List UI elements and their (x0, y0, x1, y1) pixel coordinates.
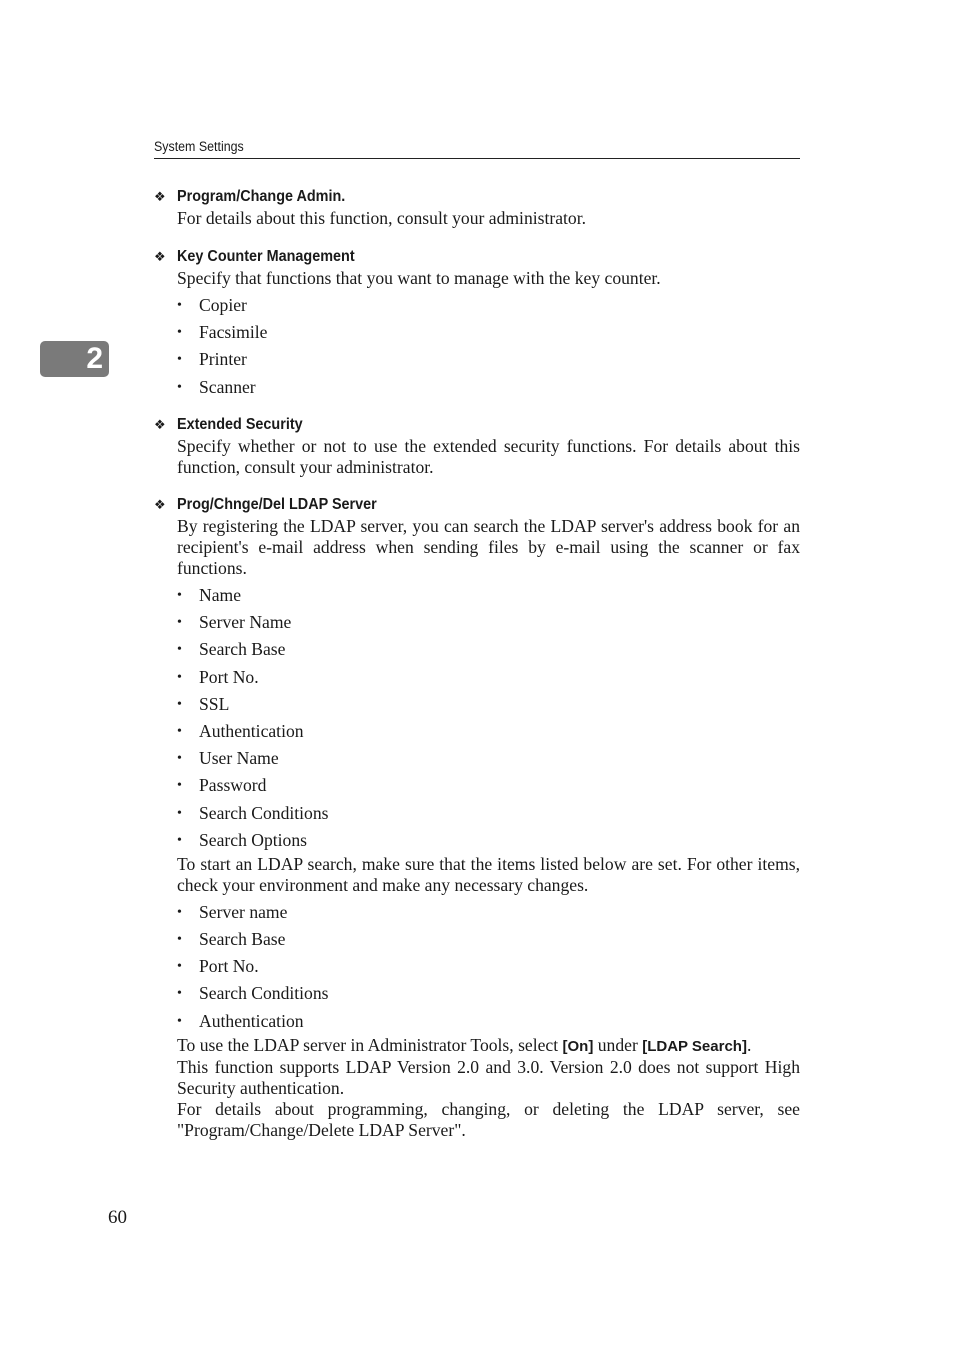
list-item: • Name (177, 582, 800, 609)
bullet-icon: • (177, 352, 182, 368)
section-body (177, 436, 800, 478)
list-item: • Authentication (177, 718, 800, 745)
list-item: • Facsimile (177, 319, 800, 346)
bullet-icon: • (177, 932, 182, 948)
paragraph: For details about programming, changing, or deleting the LDAP server, see "Program/Change/Delete LDAP Server". (177, 1098, 800, 1140)
key-label-on: [On] (562, 1037, 594, 1055)
diamond-bullet-icon: ❖ (154, 250, 166, 265)
section-heading (154, 414, 800, 436)
section-heading (154, 186, 800, 208)
bullet-icon: • (177, 325, 182, 341)
bullet-icon: • (177, 959, 182, 975)
ldap-settings-list (177, 582, 800, 854)
list-item: • Server Name (177, 609, 800, 636)
section-heading (154, 246, 800, 268)
bullet-icon: • (177, 986, 182, 1002)
list-item: • Search Conditions (177, 800, 800, 827)
bullet-icon: • (177, 696, 182, 712)
list-item: • Search Options (177, 827, 800, 854)
paragraph: For details about this function, consult your administrator. (177, 208, 587, 228)
list-item: • User Name (177, 745, 800, 772)
section-body (177, 208, 800, 229)
bullet-icon: • (177, 723, 182, 739)
bullet-icon: • (177, 805, 182, 821)
list-item: • Port No. (177, 664, 800, 691)
required-settings-list (177, 899, 800, 1035)
section-title: Key Counter Management (177, 248, 355, 265)
function-list (177, 292, 800, 401)
paragraph: Specify that functions that you want to manage with the key counter. (177, 268, 661, 288)
paragraph: To start an LDAP search, make sure that the items listed below are set. For other items, check your environment and make any necessary changes. (177, 853, 800, 895)
list-item: • Port No. (177, 953, 800, 980)
running-header: System Settings (154, 139, 244, 154)
list-item: • Printer (177, 346, 800, 373)
bullet-icon: • (177, 751, 182, 767)
list-item: • Authentication (177, 1008, 800, 1035)
diamond-bullet-icon: ❖ (154, 190, 166, 205)
bullet-icon: • (177, 588, 182, 603)
section-body (177, 268, 800, 401)
paragraph: By registering the LDAP server, you can search the LDAP server's address book for an recipient's e-mail address when sending files by e-mail using the scanner or fax functions. (177, 516, 800, 578)
list-item: • Scanner (177, 374, 800, 401)
list-item: • Password (177, 772, 800, 799)
chapter-tab: 2 (40, 341, 109, 377)
section-key-counter-management (154, 246, 800, 401)
list-item: • Server name (177, 899, 800, 926)
section-body (177, 516, 800, 1141)
bullet-icon: • (177, 298, 182, 313)
list-item: • Search Base (177, 636, 800, 663)
section-title: Extended Security (177, 416, 303, 433)
diamond-bullet-icon: ❖ (154, 418, 166, 433)
bullet-icon: • (177, 1013, 182, 1029)
bullet-icon: • (177, 642, 182, 658)
section-prog-chnge-del-ldap-server (154, 494, 800, 1141)
bullet-icon: • (177, 904, 182, 920)
list-item: • SSL (177, 691, 800, 718)
section-program-change-admin (154, 186, 800, 229)
paragraph: To use the LDAP server in Administrator Tools, select [On] under [LDAP Search]. (177, 1034, 752, 1055)
bullet-icon: • (177, 615, 182, 631)
page-number: 60 (108, 1207, 127, 1228)
section-title: Prog/Chnge/Del LDAP Server (177, 496, 377, 513)
diamond-bullet-icon: ❖ (154, 498, 166, 513)
list-item: • Search Base (177, 926, 800, 953)
section-extended-security (154, 414, 800, 478)
bullet-icon: • (177, 832, 182, 848)
list-item: • Search Conditions (177, 980, 800, 1007)
bullet-icon: • (177, 778, 182, 794)
section-title: Program/Change Admin. (177, 188, 346, 205)
paragraph: Specify whether or not to use the extended security functions. For details about this function, consult your administrator. (177, 436, 800, 477)
bullet-icon: • (177, 669, 182, 685)
bullet-icon: • (177, 379, 182, 395)
paragraph: This function supports LDAP Version 2.0 and 3.0. Version 2.0 does not support High Security authentication. (177, 1056, 800, 1098)
key-label-ldap-search: [LDAP Search] (642, 1037, 747, 1055)
list-item: • Copier (177, 292, 800, 319)
header-rule (154, 158, 800, 159)
section-heading (154, 494, 800, 516)
